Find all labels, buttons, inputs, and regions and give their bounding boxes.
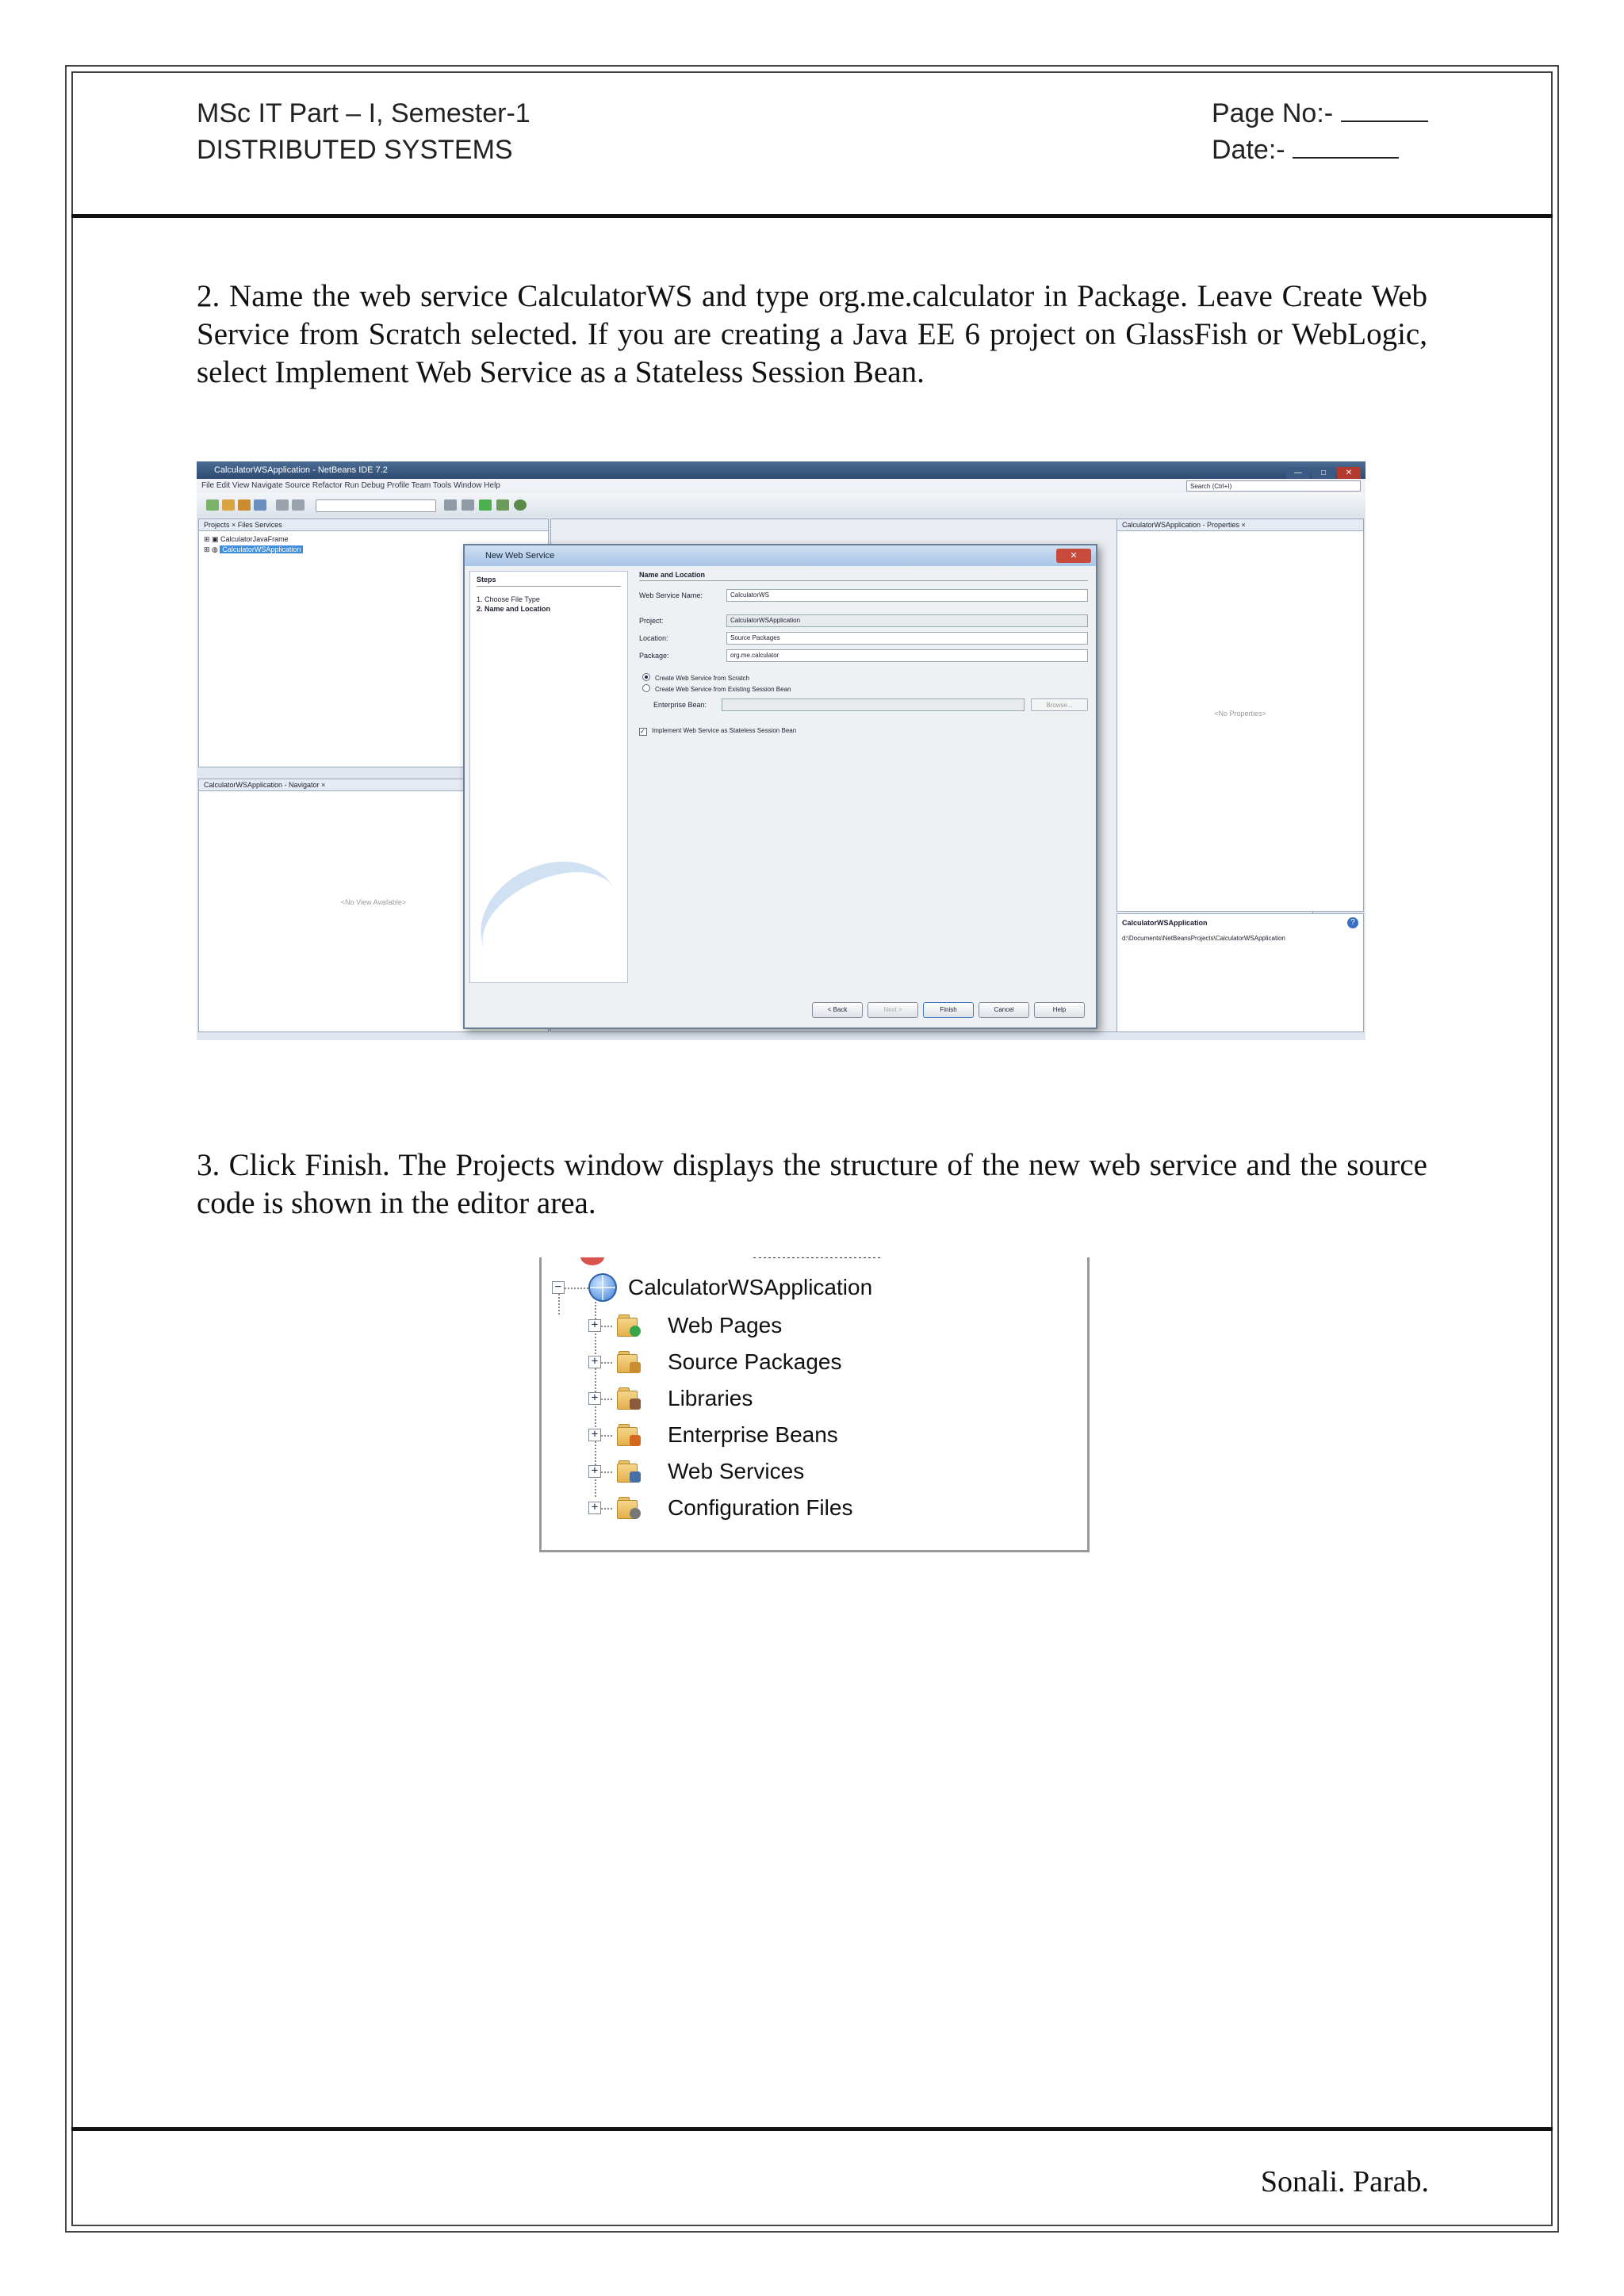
config-dropdown[interactable] — [316, 499, 436, 512]
ide-search-input[interactable]: Search (Ctrl+I) — [1186, 480, 1361, 492]
radio-selected-icon — [642, 673, 650, 681]
enterprise-bean-row — [653, 698, 1088, 711]
properties-footer-title: CalculatorWSApplication — [1122, 919, 1208, 927]
radio-from-scratch[interactable]: Create Web Service from Scratch — [642, 673, 1088, 684]
projects-tabs[interactable]: Projects × Files Services — [199, 519, 548, 531]
web-service-name-row — [639, 589, 1088, 602]
header-left — [197, 95, 530, 168]
footer-rule — [71, 2127, 1553, 2131]
dialog-title-bar — [465, 545, 1096, 566]
profile-icon[interactable] — [514, 499, 527, 511]
section-header: Name and Location — [639, 571, 1088, 581]
package-row — [639, 649, 1088, 662]
page-no-blank — [1341, 97, 1428, 122]
web-application-icon — [588, 1273, 617, 1302]
package-combo[interactable]: org.me.calculator — [726, 649, 1088, 662]
step3-paragraph: 3. Click Finish. The Projects window displays the structure of the new web service and the source code is shown in the editor area. — [197, 1148, 1427, 1220]
back-button[interactable]: < Back — [812, 1002, 863, 1018]
new-file-icon[interactable] — [222, 499, 235, 511]
new-project-icon[interactable] — [206, 499, 219, 511]
run-icon[interactable] — [479, 499, 492, 511]
cropped-item-icon — [580, 1257, 604, 1265]
location-label: Location: — [639, 634, 668, 642]
ide-window-title: CalculatorWSApplication - NetBeans IDE 7.2 — [214, 465, 388, 475]
undo-icon[interactable] — [276, 499, 289, 511]
author-signature: Sonali. Parab. — [1260, 2165, 1429, 2198]
checkbox-checked-icon: ✓ — [639, 728, 647, 736]
properties-footer-path: d:\Documents\NetBeansProjects\CalculatorWSApplication — [1122, 935, 1285, 942]
expand-icon[interactable]: + — [588, 1319, 601, 1332]
ide-menu-bar[interactable]: File Edit View Navigate Source Refactor Run Debug Profile Team Tools Window Help — [197, 479, 1365, 493]
dialog-decoration — [469, 840, 628, 983]
maximize-icon[interactable]: □ — [1312, 467, 1335, 480]
close-icon[interactable]: ✕ — [1337, 467, 1361, 480]
navigator-empty-text: <No View Available> — [340, 898, 407, 906]
tree-item-libraries[interactable]: Libraries — [668, 1386, 753, 1410]
redo-icon[interactable] — [292, 499, 304, 511]
finish-button[interactable]: Finish — [923, 1002, 974, 1018]
tree-item-web-pages[interactable]: Web Pages — [668, 1313, 783, 1337]
implement-stateless-checkbox[interactable]: ✓ Implement Web Service as Stateless Session Bean — [640, 727, 797, 735]
new-web-service-dialog — [463, 544, 1097, 1029]
web-service-name-label: Web Service Name: — [639, 591, 703, 599]
project-item[interactable]: ⊞ ▣ CalculatorJavaFrame — [204, 535, 289, 543]
configuration-files-folder-icon — [617, 1497, 641, 1519]
expand-icon[interactable]: + — [588, 1502, 601, 1514]
open-project-icon[interactable] — [238, 499, 251, 511]
properties-empty-text: <No Properties> — [1214, 710, 1266, 718]
web-service-name-input[interactable]: CalculatorWS — [726, 589, 1088, 602]
save-all-icon[interactable] — [254, 499, 266, 511]
collapse-icon[interactable]: − — [552, 1281, 565, 1294]
step-item: 1. Choose File Type — [477, 595, 540, 603]
tree-root-label[interactable]: CalculatorWSApplication — [628, 1275, 873, 1299]
tree-item-enterprise-beans[interactable]: Enterprise Beans — [668, 1422, 838, 1447]
libraries-folder-icon — [617, 1387, 641, 1410]
browse-button[interactable]: Browse... — [1031, 698, 1088, 711]
tree-item-source-packages[interactable]: Source Packages — [668, 1349, 842, 1374]
navigator-title[interactable]: CalculatorWSApplication - Navigator × — [199, 779, 548, 791]
build-icon[interactable] — [444, 499, 457, 511]
date-field — [1212, 132, 1428, 168]
dialog-title: New Web Service — [485, 551, 555, 561]
web-services-folder-icon — [617, 1460, 641, 1483]
expand-icon[interactable]: + — [588, 1465, 601, 1478]
next-button[interactable]: Next > — [868, 1002, 918, 1018]
step-item-current: 2. Name and Location — [477, 605, 551, 613]
ide-screenshot — [197, 461, 1365, 1040]
enterprise-bean-field — [722, 698, 1025, 711]
project-label: Project: — [639, 617, 664, 625]
location-row — [639, 632, 1088, 645]
tree-item-configuration-files[interactable]: Configuration Files — [668, 1495, 853, 1520]
tree-item-web-services[interactable]: Web Services — [668, 1459, 805, 1483]
date-label: Date:- — [1212, 135, 1285, 165]
page-no-field — [1212, 95, 1428, 132]
enterprise-bean-label: Enterprise Bean: — [653, 701, 707, 709]
expand-icon[interactable]: + — [588, 1429, 601, 1441]
dialog-form — [639, 571, 1088, 737]
cancel-button[interactable]: Cancel — [979, 1002, 1029, 1018]
ide-title-bar — [197, 461, 1365, 479]
steps-header: Steps — [477, 575, 621, 587]
step2-paragraph: 2. Name the web service CalculatorWS and type org.me.calculator in Package. Leave Create Web Service from Scratch selected. If you are creating a Java EE 6 project on GlassFish or WebLogic, select Implement Web Service as a Stateless Session Bean. — [197, 279, 1427, 389]
properties-panel — [1116, 519, 1364, 912]
properties-description — [1116, 913, 1364, 1032]
course-label: MSc IT Part – I, Semester-1 — [197, 98, 530, 128]
date-blank — [1293, 133, 1399, 159]
source-packages-folder-icon — [617, 1351, 641, 1373]
subject-label: DISTRIBUTED SYSTEMS — [197, 135, 513, 165]
dialog-buttons — [807, 1001, 1085, 1018]
project-row — [639, 614, 1088, 627]
dialog-steps-panel — [469, 571, 628, 983]
project-item-selected[interactable]: ⊞ ◍ CalculatorWSApplication — [204, 545, 543, 555]
project-field: CalculatorWSApplication — [726, 614, 1088, 627]
header-right — [1212, 95, 1428, 168]
header-rule — [71, 214, 1553, 218]
projects-tree-screenshot — [539, 1257, 1090, 1552]
clean-build-icon[interactable] — [462, 499, 474, 511]
help-button[interactable]: Help — [1034, 1002, 1085, 1018]
radio-from-existing[interactable]: Create Web Service from Existing Session Bean — [642, 684, 1088, 695]
package-label: Package: — [639, 652, 669, 660]
debug-icon[interactable] — [496, 499, 509, 511]
help-icon[interactable]: ? — [1347, 917, 1358, 928]
expand-icon[interactable]: + — [588, 1356, 601, 1368]
web-pages-folder-icon — [617, 1314, 641, 1337]
location-select[interactable]: Source Packages — [726, 632, 1088, 645]
ide-toolbar — [197, 493, 1365, 517]
minimize-icon[interactable]: — — [1286, 467, 1310, 480]
expand-icon[interactable]: + — [588, 1392, 601, 1405]
dialog-close-icon[interactable]: ✕ — [1056, 549, 1091, 563]
radio-unselected-icon — [642, 684, 650, 692]
page-no-label: Page No:- — [1212, 98, 1334, 128]
enterprise-beans-folder-icon — [617, 1424, 641, 1446]
properties-title[interactable]: CalculatorWSApplication - Properties × — [1117, 519, 1363, 531]
